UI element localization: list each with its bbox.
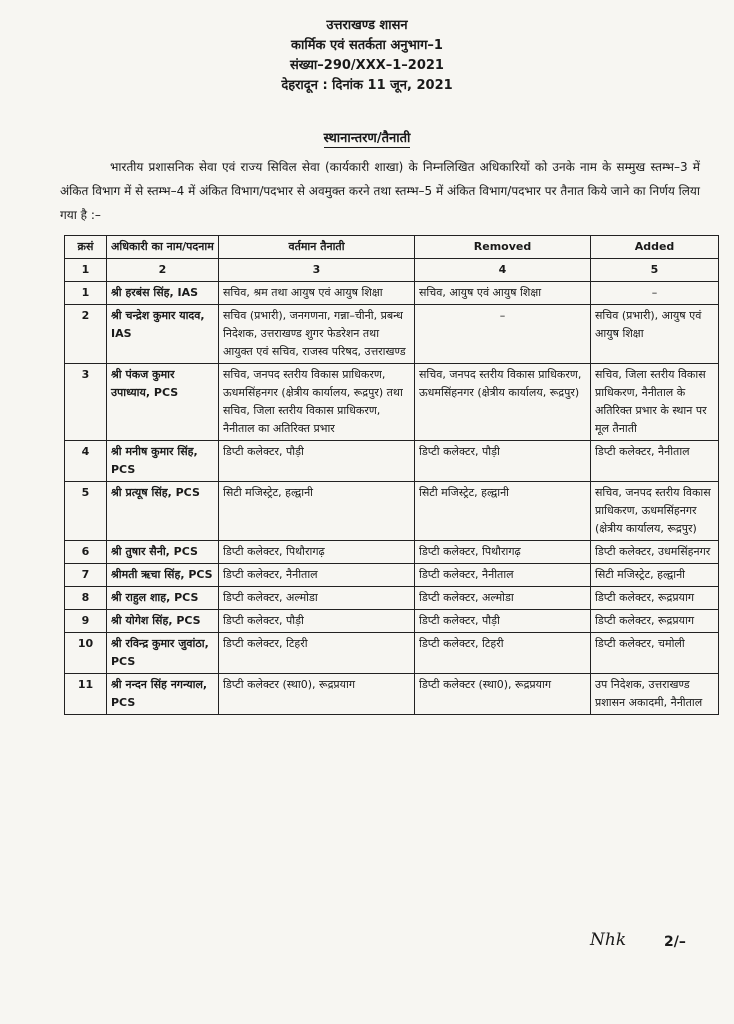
row-current-posting: डिप्टी कलेक्टर, टिहरी [219, 633, 415, 674]
col-number-4: 4 [415, 259, 591, 282]
table-column-number-row [65, 259, 719, 282]
row-removed: डिप्टी कलेक्टर, पौड़ी [415, 441, 591, 482]
row-removed: डिप्टी कलेक्टर, पौड़ी [415, 610, 591, 633]
row-serial: 4 [65, 441, 107, 482]
row-officer-name: श्री योगेश सिंह, PCS [107, 610, 219, 633]
row-officer-name: श्री चन्द्रेश कुमार यादव, IAS [107, 305, 219, 364]
row-removed: डिप्टी कलेक्टर, पिथौरागढ़ [415, 541, 591, 564]
table-row [65, 541, 719, 564]
row-removed: डिप्टी कलेक्टर, अल्मोडा [415, 587, 591, 610]
row-added: सचिव, जिला स्तरीय विकास प्राधिकरण, नैनीताल के अतिरिक्त प्रभार के स्थान पर मूल तैनाती [591, 364, 719, 441]
table-row [65, 305, 719, 364]
header-serial: क्रसं [65, 236, 107, 259]
row-removed: डिप्टी कलेक्टर (स्था0), रूद्रप्रयाग [415, 674, 591, 715]
row-officer-name: श्री प्रत्यूष सिंह, PCS [107, 482, 219, 541]
row-current-posting: डिप्टी कलेक्टर, अल्मोडा [219, 587, 415, 610]
col-number-3: 3 [219, 259, 415, 282]
row-current-posting: डिप्टी कलेक्टर (स्था0), रूद्रप्रयाग [219, 674, 415, 715]
row-serial: 9 [65, 610, 107, 633]
row-added: डिप्टी कलेक्टर, चमोली [591, 633, 719, 674]
row-serial: 2 [65, 305, 107, 364]
row-officer-name: श्री पंकज कुमार उपाध्याय, PCS [107, 364, 219, 441]
row-added: डिप्टी कलेक्टर, उधमसिंहनगर [591, 541, 719, 564]
header-added: Added [591, 236, 719, 259]
row-officer-name: श्री राहुल शाह, PCS [107, 587, 219, 610]
subject-line [0, 128, 734, 146]
col-number-5: 5 [591, 259, 719, 282]
row-serial: 6 [65, 541, 107, 564]
row-removed: सिटी मजिस्ट्रेट, हल्द्वानी [415, 482, 591, 541]
row-officer-name: श्रीमती ऋचा सिंह, PCS [107, 564, 219, 587]
row-serial: 5 [65, 482, 107, 541]
header-officer-name: अधिकारी का नाम/पदनाम [107, 236, 219, 259]
row-current-posting: डिप्टी कलेक्टर, नैनीताल [219, 564, 415, 587]
row-current-posting: सचिव (प्रभारी), जनगणना, गन्ना–चीनी, प्रबन्ध निदेशक, उत्तराखण्ड शुगर फेडरेशन तथा आयुक्त एवं सचिव, राजस्व परिषद, उत्तराखण्ड [219, 305, 415, 364]
document-header [0, 16, 734, 96]
table-row [65, 610, 719, 633]
table-row [65, 482, 719, 541]
row-serial: 1 [65, 282, 107, 305]
row-removed: सचिव, आयुष एवं आयुष शिक्षा [415, 282, 591, 305]
row-added: सचिव (प्रभारी), आयुष एवं आयुष शिक्षा [591, 305, 719, 364]
row-added: डिप्टी कलेक्टर, नैनीताल [591, 441, 719, 482]
row-current-posting: डिप्टी कलेक्टर, पौड़ी [219, 610, 415, 633]
row-added: डिप्टी कलेक्टर, रूद्रप्रयाग [591, 587, 719, 610]
col-number-2: 2 [107, 259, 219, 282]
row-removed: सचिव, जनपद स्तरीय विकास प्राधिकरण, ऊधमसिंहनगर (क्षेत्रीय कार्यालय, रूद्रपुर) [415, 364, 591, 441]
row-added: – [591, 282, 719, 305]
header-reference-number: संख्या–290/XXX–1–2021 [290, 58, 444, 73]
row-officer-name: श्री रविन्द्र कुमार जुवांठा, PCS [107, 633, 219, 674]
transfer-table [64, 235, 719, 715]
row-officer-name: श्री तुषार सैनी, PCS [107, 541, 219, 564]
header-department: कार्मिक एवं सतर्कता अनुभाग–1 [291, 38, 443, 53]
table-row [65, 441, 719, 482]
row-serial: 11 [65, 674, 107, 715]
table-row [65, 564, 719, 587]
row-removed: डिप्टी कलेक्टर, टिहरी [415, 633, 591, 674]
subject-text: स्थानान्तरण/तैनाती [323, 131, 411, 146]
row-added: उप निदेशक, उत्तराखण्ड प्रशासन अकादमी, नैनीताल [591, 674, 719, 715]
intro-paragraph: भारतीय प्रशासनिक सेवा एवं राज्य सिविल सेवा (कार्यकारी शाखा) के निम्नलिखित अधिकारियों को उनके नाम के सम्मुख स्तम्भ–3 में अंकित विभाग में से स्तम्भ–4 में अंकित विभाग/पदभार से अवमुक्त करने तथा स्तम्भ–5 में अंकित विभाग/पदभार पर तैनात किये जाने का निर्णय लिया गया है :– [60, 160, 700, 222]
page-number: 2/– [664, 934, 686, 950]
row-serial: 10 [65, 633, 107, 674]
row-officer-name: श्री हरबंस सिंह, IAS [107, 282, 219, 305]
table-header-row [65, 236, 719, 259]
table-row [65, 282, 719, 305]
row-removed: – [415, 305, 591, 364]
row-current-posting: सचिव, जनपद स्तरीय विकास प्राधिकरण, ऊधमसिंहनगर (क्षेत्रीय कार्यालय, रूद्रपुर) तथा सचिव, जिला स्तरीय विकास प्राधिकरण, नैनीताल का अतिरिक्त प्रभार [219, 364, 415, 441]
header-government: उत्तराखण्ड शासन [326, 18, 408, 33]
handwritten-signature: Nhk [590, 930, 627, 950]
header-current-posting: वर्तमान तैनाती [219, 236, 415, 259]
table-row [65, 587, 719, 610]
row-current-posting: डिप्टी कलेक्टर, पौड़ी [219, 441, 415, 482]
row-current-posting: सचिव, श्रम तथा आयुष एवं आयुष शिक्षा [219, 282, 415, 305]
row-removed: डिप्टी कलेक्टर, नैनीताल [415, 564, 591, 587]
header-place-date: देहरादून : दिनांक 11 जून, 2021 [281, 78, 453, 93]
row-current-posting: डिप्टी कलेक्टर, पिथौरागढ़ [219, 541, 415, 564]
row-added: सिटी मजिस्ट्रेट, हल्द्वानी [591, 564, 719, 587]
row-serial: 7 [65, 564, 107, 587]
table-row [65, 364, 719, 441]
table-row [65, 674, 719, 715]
row-serial: 8 [65, 587, 107, 610]
header-removed: Removed [415, 236, 591, 259]
row-current-posting: सिटी मजिस्ट्रेट, हल्द्वानी [219, 482, 415, 541]
table-row [65, 633, 719, 674]
col-number-1: 1 [65, 259, 107, 282]
row-officer-name: श्री नन्दन सिंह नगन्याल, PCS [107, 674, 219, 715]
row-added: डिप्टी कलेक्टर, रूद्रप्रयाग [591, 610, 719, 633]
row-officer-name: श्री मनीष कुमार सिंह, PCS [107, 441, 219, 482]
row-added: सचिव, जनपद स्तरीय विकास प्राधिकरण, ऊधमसिंहनगर (क्षेत्रीय कार्यालय, रूद्रपुर) [591, 482, 719, 541]
row-serial: 3 [65, 364, 107, 441]
